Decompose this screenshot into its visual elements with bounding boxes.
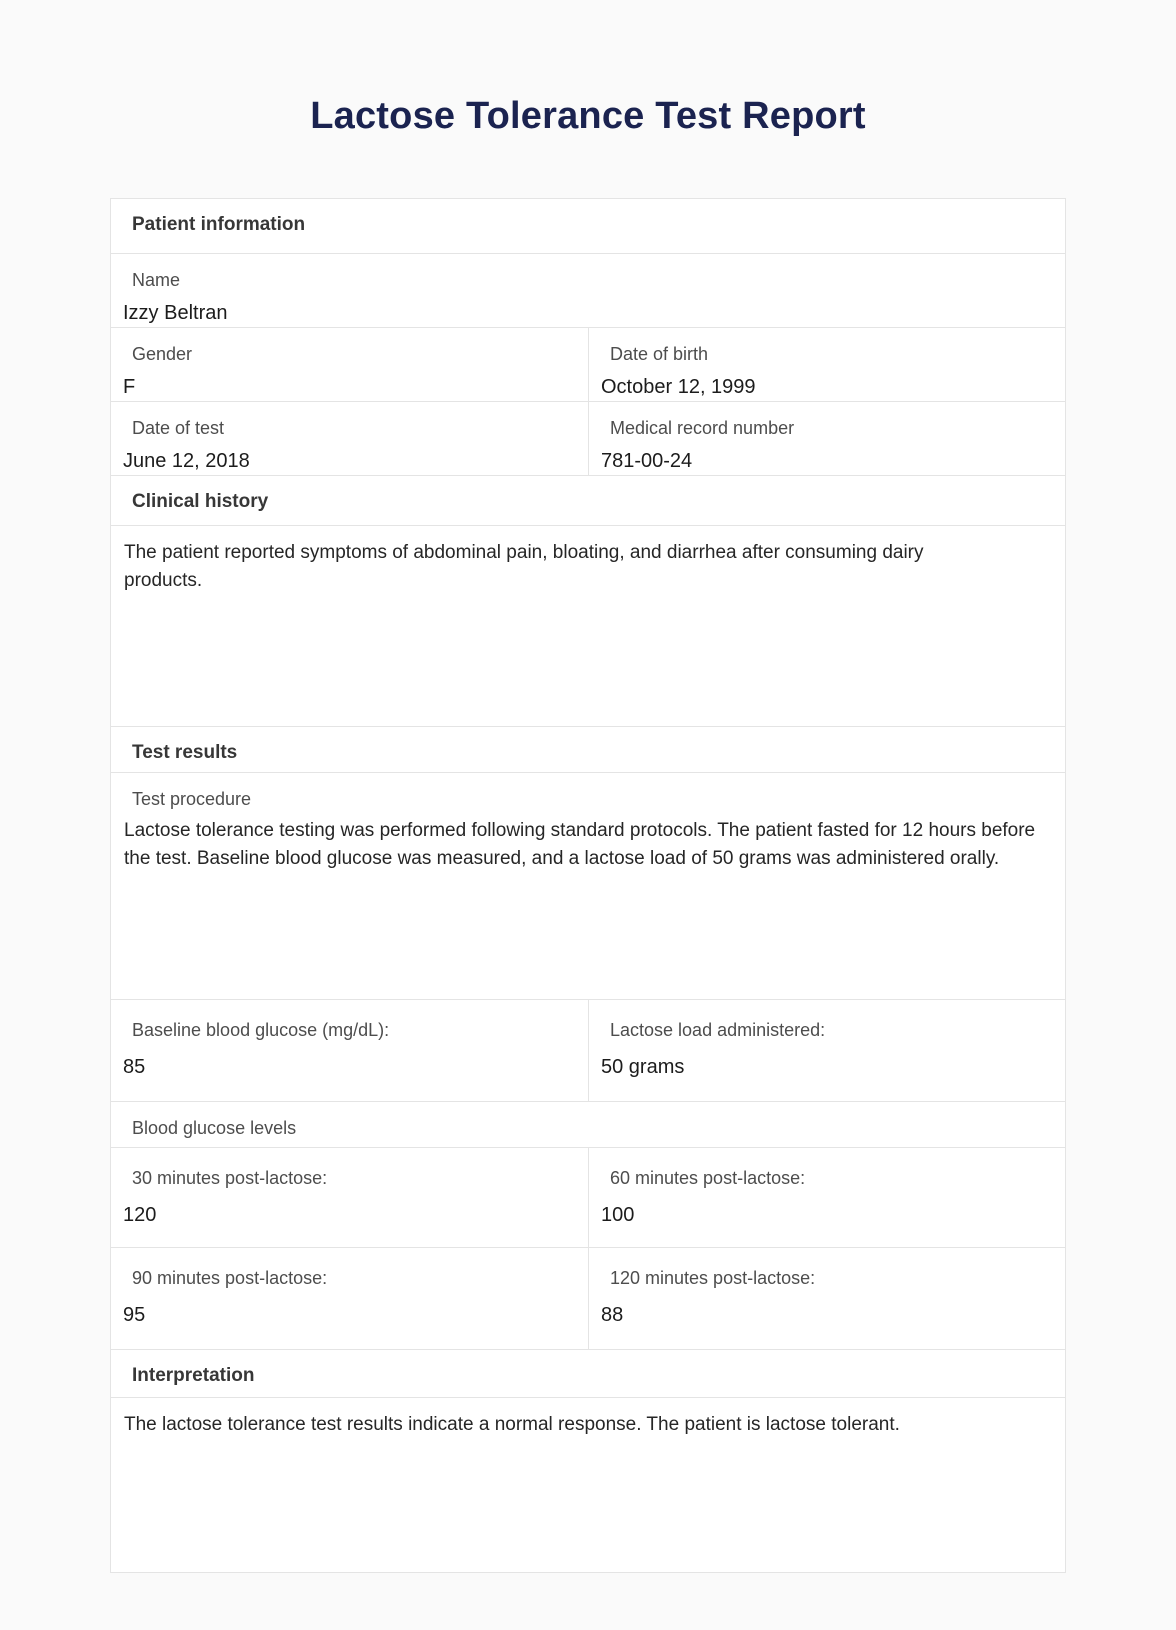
row-testdate-mrn [111, 402, 1065, 476]
field-value: Izzy Beltran [123, 302, 228, 324]
field-value: June 12, 2018 [123, 450, 250, 472]
field-value: 50 grams [601, 1056, 685, 1078]
field-label: Lactose load administered: [610, 1020, 826, 1040]
section-title: Test results [132, 742, 238, 763]
field-value: 120 [123, 1204, 157, 1226]
field-medical-record-number [588, 402, 1065, 475]
field-lactose-load [588, 1000, 1065, 1101]
field-value: 100 [601, 1204, 635, 1226]
field-label: Baseline blood glucose (mg/dL): [132, 1020, 390, 1040]
field-label: Date of test [132, 418, 225, 438]
report-card [110, 198, 1066, 1573]
interpretation-text-row [111, 1398, 1065, 1572]
field-label: Gender [132, 344, 193, 364]
field-value: 85 [123, 1056, 146, 1078]
blood-glucose-levels-row [111, 1102, 1065, 1148]
field-gender [111, 328, 588, 401]
field-120-min-post-lactose [588, 1248, 1065, 1349]
field-label: 60 minutes post-lactose: [610, 1168, 806, 1188]
section-header-clinical-history [111, 476, 1065, 526]
test-procedure-row [111, 773, 1065, 1000]
row-baseline-lactoseload [111, 1000, 1065, 1102]
test-procedure-text: Lactose tolerance testing was performed following standard protocols. The patient fasted for 12 hours before the test. Baseline blood glucose was measured, and a lactose load of 50 grams was administered orally. [124, 820, 1036, 869]
field-date-of-test [111, 402, 588, 475]
row-90-120-min [111, 1248, 1065, 1350]
section-title: Interpretation [132, 1365, 255, 1386]
field-value: F [123, 376, 136, 398]
field-value: 95 [123, 1304, 146, 1326]
field-value: 781-00-24 [601, 450, 693, 472]
clinical-history-text: The patient reported symptoms of abdominal pain, bloating, and diarrhea after consuming dairy products. [124, 542, 924, 591]
field-label: Date of birth [610, 344, 709, 364]
field-baseline-glucose [111, 1000, 588, 1101]
blood-glucose-levels-label: Blood glucose levels [132, 1118, 297, 1138]
section-header-test-results [111, 727, 1065, 773]
field-30-min-post-lactose [111, 1148, 588, 1247]
field-label: 120 minutes post-lactose: [610, 1268, 816, 1288]
field-value: 88 [601, 1304, 624, 1326]
field-label: 30 minutes post-lactose: [132, 1168, 328, 1188]
field-label: Medical record number [610, 418, 795, 438]
field-value: October 12, 1999 [601, 376, 756, 398]
section-title: Clinical history [132, 491, 269, 512]
field-date-of-birth [588, 328, 1065, 401]
interpretation-text: The lactose tolerance test results indicate a normal response. The patient is lactose tolerant. [124, 1414, 900, 1435]
test-procedure-label: Test procedure [132, 789, 252, 809]
field-label: Name [132, 270, 181, 290]
row-gender-dob [111, 328, 1065, 402]
clinical-history-text-row [111, 526, 1065, 727]
page-title: Lactose Tolerance Test Report [310, 95, 866, 137]
section-header-interpretation [111, 1350, 1065, 1398]
row-30-60-min [111, 1148, 1065, 1248]
field-90-min-post-lactose [111, 1248, 588, 1349]
section-title: Patient information [132, 214, 306, 235]
field-name [111, 254, 1065, 328]
field-label: 90 minutes post-lactose: [132, 1268, 328, 1288]
field-60-min-post-lactose [588, 1148, 1065, 1247]
section-header-patient-information [111, 199, 1065, 254]
